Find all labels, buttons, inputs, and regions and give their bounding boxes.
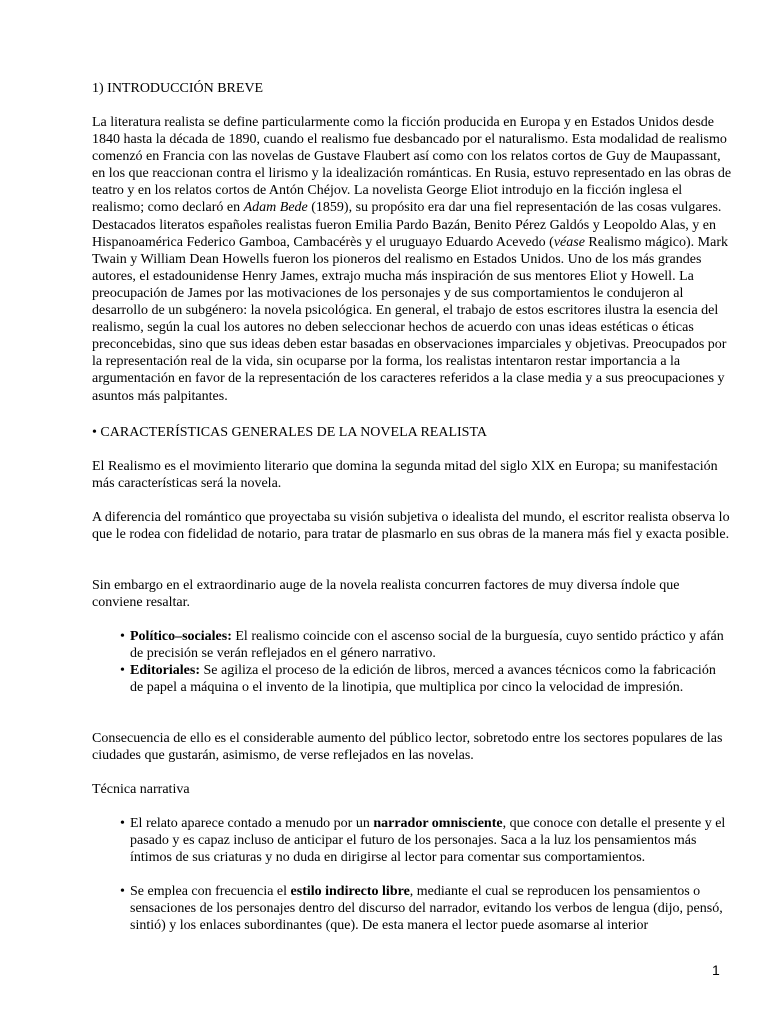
bullet-icon: • — [120, 884, 125, 899]
section-heading: 1) INTRODUCCIÓN BREVE — [92, 81, 264, 96]
bullet-icon: • — [120, 816, 125, 831]
narrator-text-a: El relato aparece contado a menudo por un — [130, 816, 374, 831]
bullet-icon: • — [92, 425, 97, 440]
term-editorial: Editoriales: — [130, 663, 200, 678]
consequence-paragraph: Consecuencia de ello es el considerable aumento del público lector, sobretodo entre los sectores populares de las ciudades que gustarán, asimismo, de verse reflejados en las novelas. — [92, 731, 723, 764]
characteristics-title: CARACTERÍSTICAS GENERALES DE LA NOVELA REALISTA — [100, 425, 488, 440]
list-item-indirect-style — [120, 883, 732, 934]
list-item-narrator — [120, 815, 732, 866]
indirect-text-a: Se emplea con frecuencia el — [130, 884, 291, 899]
intro-text-b: (1859), su propósito era dar una fiel representación de las cosas vulgares. Destacados literatos españoles realistas fueron Emilia Pardo Bazán, Benito Pérez Galdós y Leopoldo Alas, y en Hispanoamérica Federico Gamboa, Cambacérès y el uruguayo Eduardo Acevedo ( — [92, 200, 722, 250]
list-item-political — [120, 628, 732, 662]
technique-heading: Técnica narrativa — [92, 782, 190, 797]
narrator-text-b: , que conoce con detalle el presente y el pasado y es capaz incluso de anticipar el futuro de los personajes. Saca a la luz los pensamientos más íntimos de sus criaturas y no duda en dirigirse al lector para comentar sus comportamientos. — [130, 816, 726, 866]
desc-political: El realismo coincide con el ascenso social de la burguesía, cuyo sentido práctico y afán de precisión se verán reflejados en el género narrativo. — [130, 629, 724, 662]
narrator-bold: narrador omnisciente — [373, 816, 503, 831]
intro-paragraph — [92, 114, 732, 405]
romantic-paragraph: A diferencia del romántico que proyectaba su visión subjetiva o idealista del mundo, el escritor realista observa lo que le rodea con fidelidad de notario, para tratar de plasmarlo en sus obras de la manera más fiel y exacta posible. — [92, 510, 730, 543]
bullet-icon: • — [120, 629, 125, 644]
intro-italic-vease: véase — [553, 234, 585, 250]
page-number: 1 — [712, 962, 720, 978]
intro-text-c: Realismo mágico). Mark Twain y William Dean Howells fueron los pioneros del realismo en Estados Unidos. Uno de los más grandes autores, el estadounidense Henry James, extrajo mucha más inspiración de sus mentores Eliot y Howell. La preocupación de James por las motivaciones de los personajes y de sus comportamientos le condujeron al desarrollo de un subgénero: la novela psicológica. En general, el trabajo de estos escritores ilustra la esencia del realismo, según la cual los autores no deben seleccionar hechos de acuerdo con unas ideas estéticas o éticas preconcebidas, sino que sus ideas deben estar basadas en observaciones imparciales y objetivas. Preocupados por la representación real de la vida, sin ocuparse por la forma, los realistas intentaron restar importancia a la argumentación en favor de la representación de los caracteres referidos a la clase media y a sus preocupaciones y asuntos más palpitantes. — [92, 234, 728, 404]
characteristics-heading — [92, 424, 487, 441]
list-item-editorial — [120, 662, 732, 696]
indirect-bold: estilo indirecto libre — [290, 884, 410, 899]
factors-intro-paragraph: Sin embargo en el extraordinario auge de la novela realista concurren factores de muy diversa índole que conviene resaltar. — [92, 578, 680, 611]
term-political: Político–sociales: — [130, 629, 232, 644]
intro-italic-title: Adam Bede — [243, 200, 308, 216]
realism-paragraph: El Realismo es el movimiento literario que domina la segunda mitad del siglo XlX en Europa; su manifestación más características será la novela. — [92, 459, 718, 492]
intro-text-a: La literatura realista se define particularmente como la ficción producida en Europa y en Estados Unidos desde 1840 hasta la década de 1890, cuando el realismo fue desbancado por el naturalismo. Esta modalidad de realismo comenzó en Francia con las novelas de Gustave Flaubert así como con los relatos cortos de Guy de Maupassant, en los que reaccionan contra el lirismo y la idealización románticas. En Rusia, estuvo representado en las obras de teatro y en los relatos cortos de Antón Chéjov. La novelista George Eliot introdujo en la ficción inglesa el realismo; como declaró en — [92, 115, 732, 216]
bullet-icon: • — [120, 663, 125, 678]
indirect-text-b: , mediante el cual se reproducen los pensamientos o sensaciones de los personajes dentro del discurso del narrador, evitando los verbos de lengua (dijo, pensó, sintió) y los enlaces subordinantes (que). De esta manera el lector puede asomarse al interior — [130, 884, 723, 934]
desc-editorial: Se agiliza el proceso de la edición de libros, merced a avances técnicos como la fabricación de papel a máquina o el invento de la linotipia, que multiplica por cinco la velocidad de impresión. — [130, 663, 716, 696]
